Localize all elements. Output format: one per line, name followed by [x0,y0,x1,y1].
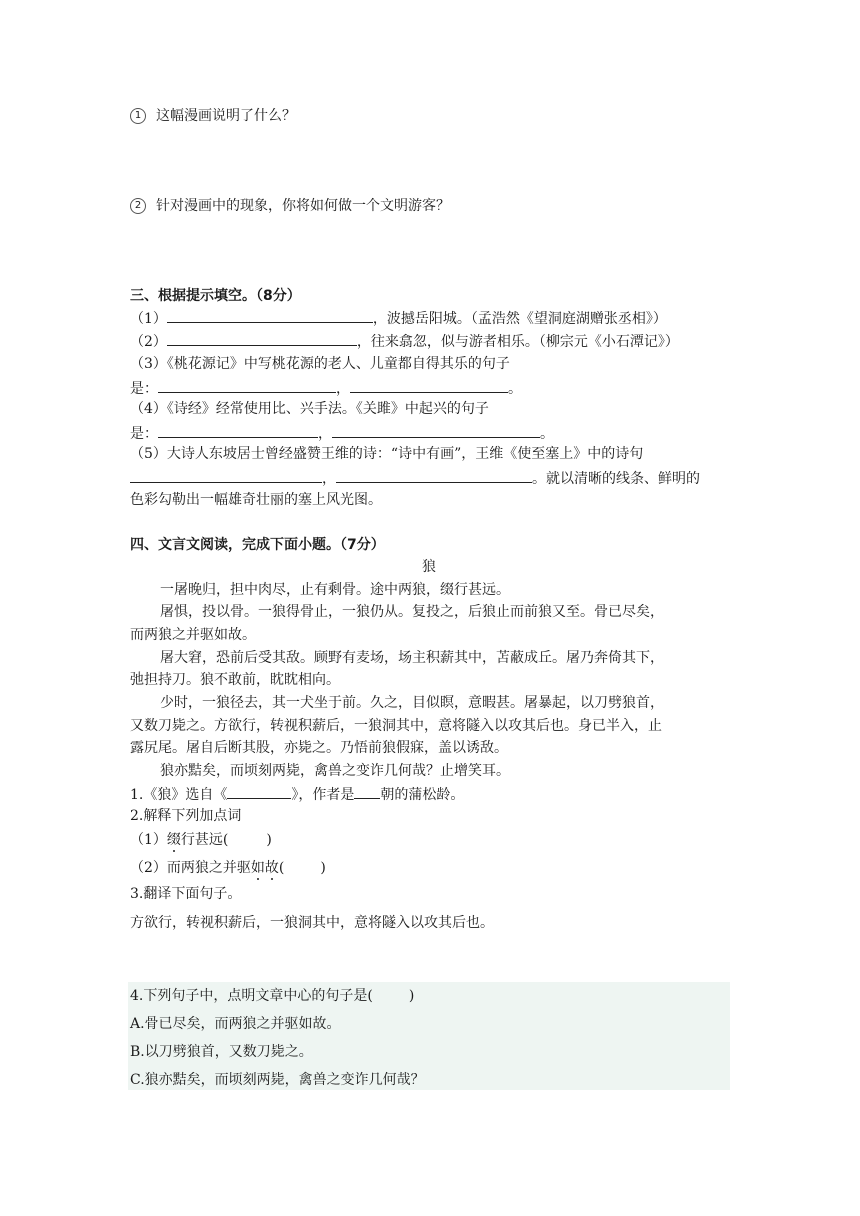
dotted-word: 缀 [166,832,181,848]
question-3: 3.翻译下面句子。 [130,886,242,902]
fill-item-3-line2 [130,378,522,399]
question-2-item-2 [130,858,326,878]
item-number: （1） [130,832,167,848]
number-circle-2: 2 [130,198,146,214]
fill-item-4-line1: （4）《诗经》经常使用比、兴手法。《关雎》中起兴的句子 [130,401,489,417]
comic-question-2-text: 针对漫画中的现象，你将如何做一个文明游客？ [156,198,450,214]
passage-paragraph-4-cont: 又数刀毙之。方欲行，转视积薪后，一狼洞其中，意将隧入以攻其后也。身已半入，止 [130,718,662,734]
section-4-heading: 四、文言文阅读，完成下面小题。（7分） [130,537,385,553]
option-c[interactable]: C.狼亦黠矣，而顷刻两毙，禽兽之变诈几何哉？ [130,1072,425,1088]
answer-blank[interactable] [350,378,508,393]
passage-paragraph-2-cont: 而两狼之并驱如故。 [130,627,256,643]
close-paren: ) [320,860,326,876]
q1-part-b: 》，作者是 [291,787,355,803]
dotted-word: 故 [264,860,279,876]
comma: ， [322,471,336,487]
passage-paragraph-3-cont: 弛担持刀。狼不敢前，眈眈相向。 [130,672,340,688]
option-b[interactable]: B.以刀劈狼首，又数刀毙之。 [130,1044,313,1060]
comic-question-1 [130,106,296,126]
passage-paragraph-3: 屠大窘，恐前后受其敌。顾野有麦场，场主积薪其中，苫蔽成丘。屠乃奔倚其下， [160,650,664,666]
close-paren: ) [408,988,415,1004]
section-3-heading: 三、根据提示填空。（8分） [130,288,301,304]
item-prefix: 是： [130,381,158,397]
fill-item-4-line2 [130,423,554,444]
answer-blank[interactable] [158,423,318,438]
passage-paragraph-4: 少时，一狼径去，其一犬坐于前。久之，目似瞑，意暇甚。屠暴起，以刀劈狼首， [160,695,664,711]
period: 。 [508,381,522,397]
answer-blank[interactable] [158,378,336,393]
answer-blank[interactable] [130,468,322,483]
passage-paragraph-5: 狼亦黠矣，而顷刻两毙，禽兽之变诈几何哉？止增笑耳。 [160,763,510,779]
comic-question-2 [130,196,450,216]
item-text: ，往来翕忽，似与游者相乐。（柳宗元《小石潭记》） [356,334,679,350]
item-text: ，波撼岳阳城。（孟浩然《望洞庭湖赠张丞相》） [372,311,667,327]
answer-blank[interactable] [332,423,540,438]
fill-item-5-line2 [130,468,700,489]
passage-paragraph-2: 屠惧，投以骨。一狼得骨止，一狼仍从。复投之，后狼止而前狼又至。骨已尽矣， [160,604,664,620]
fill-item-5-line3: 色彩勾勒出一幅雄奇壮丽的塞上风光图。 [130,492,382,508]
number-circle-1: 1 [130,108,146,124]
item-text: （2）而两狼之并驱 [130,860,251,876]
q1-part-a: 1.《狼》选自《 [130,787,228,803]
answer-blank[interactable] [167,331,357,346]
open-paren: ( [278,860,285,876]
answer-blank[interactable] [167,308,373,323]
item-text: 行甚远( [180,832,229,848]
question-2: 2.解释下列加点词 [130,808,242,824]
close-paren: ) [266,832,272,848]
passage-paragraph-1: 一屠晚归，担中肉尽，止有剩骨。途中两狼，缀行甚远。 [160,582,510,598]
comma: ， [336,381,350,397]
question-4 [130,986,414,1006]
dotted-word: 如 [250,860,265,876]
question-3-sentence: 方欲行，转视积薪后，一狼洞其中，意将隧入以攻其后也。 [130,915,494,931]
comic-question-1-text: 这幅漫画说明了什么？ [156,108,296,124]
answer-blank[interactable] [227,784,291,799]
q1-part-c: 朝的蒲松龄。 [380,787,465,803]
item-prefix: 是： [130,426,158,442]
fill-item-2 [130,331,679,352]
question-2-item-1 [130,830,272,850]
passage-title: 狼 [422,559,436,575]
question-1 [130,784,464,805]
period: 。 [540,426,554,442]
fill-item-3-line1: （3）《桃花源记》中写桃花源的老人、儿童都自得其乐的句子 [130,356,510,372]
item-number: （2） [130,334,167,350]
passage-paragraph-4-cont2: 露尻尾。屠自后断其股，亦毙之。乃悟前狼假寐，盖以诱敌。 [130,740,508,756]
answer-blank[interactable] [354,784,380,799]
fill-item-1 [130,308,667,329]
comma: ， [318,426,332,442]
item-text: 。就以清晰的线条、鲜明的 [532,471,700,487]
answer-blank[interactable] [336,468,532,483]
question-4-text: 4.下列句子中，点明文章中心的句子是( [130,988,373,1004]
item-number: （1） [130,311,167,327]
option-a[interactable]: A.骨已尽矣，而两狼之并驱如故。 [130,1016,341,1032]
fill-item-5-line1: （5）大诗人东坡居士曾经盛赞王维的诗：“诗中有画”，王维《使至塞上》中的诗句 [130,446,644,462]
